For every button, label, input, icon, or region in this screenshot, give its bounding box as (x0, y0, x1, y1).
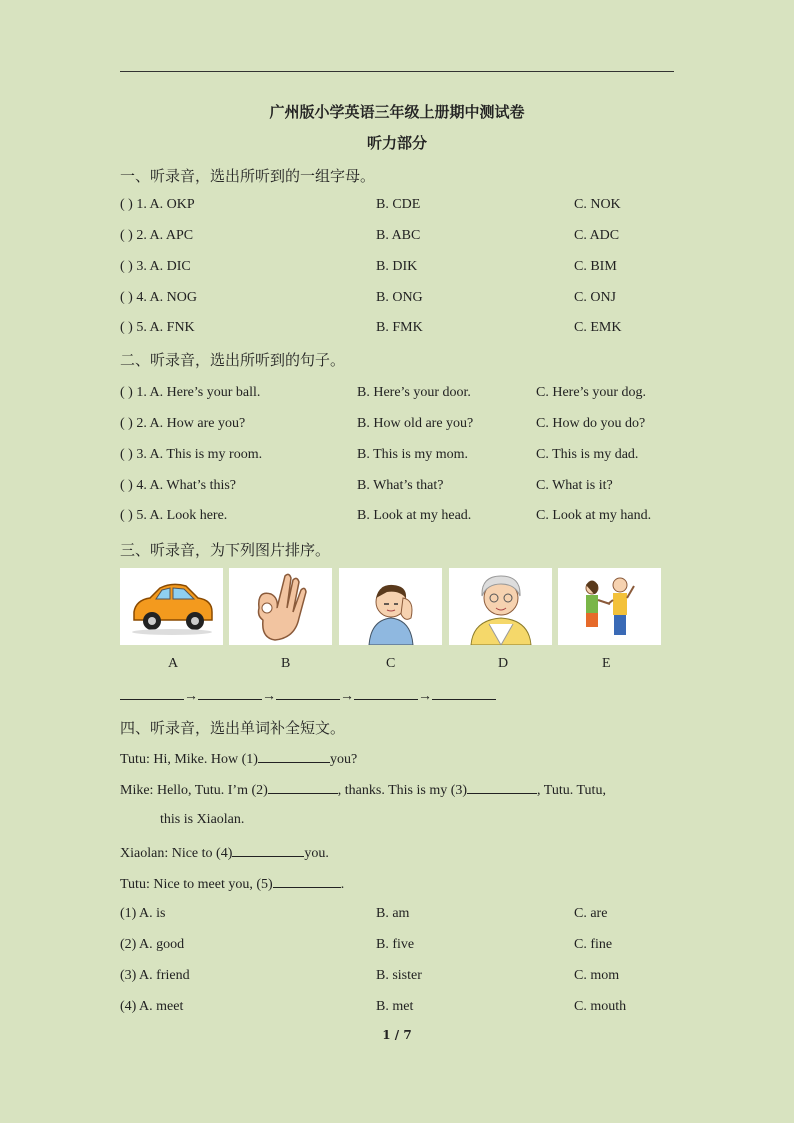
ok-hand-picture (229, 568, 332, 645)
s1-q1-a: ( ) 1. A. OKP (120, 197, 195, 212)
ordering-blanks (120, 687, 496, 705)
s2-q1-a: ( ) 1. A. Here’s your ball. (120, 385, 261, 400)
s1-q1-c: C. NOK (574, 197, 621, 212)
dialog-text: Hello, Tutu. I’m (2) (156, 783, 268, 798)
s2-q1-b: B. Here’s your door. (357, 385, 471, 400)
s4-opt3-a: (3) A. friend (120, 968, 190, 983)
people-greeting-picture (558, 568, 661, 645)
section2-heading: 二、听录音，选出所听到的句子。 (120, 351, 346, 369)
page-title: 广州版小学英语三年级上册期中测试卷 (269, 103, 525, 121)
arrow-icon: → (418, 689, 432, 704)
arrow-icon: → (262, 689, 276, 704)
page-number: 1 / 7 (382, 1028, 412, 1042)
dialog-line-2-cont: this is Xiaolan. (160, 812, 245, 827)
speaker: Tutu: (120, 752, 150, 767)
dialog-text: you. (304, 846, 329, 861)
picture-label-d: D (498, 656, 509, 671)
arrow-icon: → (184, 689, 198, 704)
dialog-line-3 (120, 844, 329, 862)
dialog-text: Nice to meet you, (5) (153, 877, 273, 892)
section4-heading: 四、听录音，选出单词补全短文。 (120, 719, 346, 737)
s2-q4-b: B. What’s that? (357, 478, 444, 493)
s2-q4-a: ( ) 4. A. What’s this? (120, 478, 237, 493)
s4-opt3-b: B. sister (376, 968, 422, 983)
dialog-line-2 (120, 781, 606, 799)
s2-q3-c: C. This is my dad. (536, 447, 639, 462)
picture-label-e: E (602, 656, 611, 671)
picture-label-c: C (386, 656, 396, 671)
s1-q3-b: B. DIK (376, 259, 418, 274)
s4-opt4-c: C. mouth (574, 999, 627, 1014)
s2-q1-c: C. Here’s your dog. (536, 385, 647, 400)
dialog-text: . (340, 877, 345, 892)
s4-opt1-b: B. am (376, 906, 410, 921)
answer-blank-5[interactable] (273, 875, 341, 888)
s1-q3-c: C. BIM (574, 259, 617, 274)
s2-q3-b: B. This is my mom. (357, 447, 468, 462)
s4-opt1-a: (1) A. is (120, 906, 166, 921)
dialog-line-1 (120, 750, 357, 768)
s2-q4-c: C. What is it? (536, 478, 613, 493)
s2-q5-c: C. Look at my hand. (536, 508, 652, 523)
s1-q1-b: B. CDE (376, 197, 421, 212)
s4-opt4-b: B. met (376, 999, 414, 1014)
order-blank-2[interactable] (198, 687, 262, 700)
s1-q4-b: B. ONG (376, 290, 423, 305)
s4-opt2-c: C. fine (574, 937, 613, 952)
speaker: Mike: (120, 783, 154, 798)
section1-heading: 一、听录音，选出所听到的一组字母。 (120, 167, 376, 185)
s2-q3-a: ( ) 3. A. This is my room. (120, 447, 263, 462)
s1-q2-a: ( ) 2. A. APC (120, 228, 194, 243)
s1-q2-c: C. ADC (574, 228, 620, 243)
s1-q3-a: ( ) 3. A. DIC (120, 259, 191, 274)
answer-blank-3[interactable] (467, 781, 537, 794)
top-rule (120, 71, 674, 72)
car-picture (120, 568, 223, 645)
dialog-line-4 (120, 875, 344, 893)
s4-opt2-b: B. five (376, 937, 415, 952)
s1-q5-c: C. EMK (574, 320, 622, 335)
page-subtitle: 听力部分 (366, 134, 427, 152)
picture-label-b: B (281, 656, 291, 671)
picture-label-a: A (168, 656, 179, 671)
s4-opt3-c: C. mom (574, 968, 620, 983)
speaker: Xiaolan: (120, 846, 169, 861)
s1-q5-b: B. FMK (376, 320, 423, 335)
order-blank-3[interactable] (276, 687, 340, 700)
grandmother-picture (449, 568, 552, 645)
section3-heading: 三、听录音，为下列图片排序。 (120, 541, 331, 559)
dialog-text: Hi, Mike. How (1) (153, 752, 258, 767)
s1-q5-a: ( ) 5. A. FNK (120, 320, 195, 335)
s1-q2-b: B. ABC (376, 228, 421, 243)
s1-q4-c: C. ONJ (574, 290, 617, 305)
dialog-text: , thanks. This is my (3) (337, 783, 468, 798)
s2-q5-b: B. Look at my head. (357, 508, 472, 523)
order-blank-5[interactable] (432, 687, 496, 700)
answer-blank-1[interactable] (258, 750, 330, 763)
dialog-text: you? (329, 752, 358, 767)
order-blank-4[interactable] (354, 687, 418, 700)
s2-q2-a: ( ) 2. A. How are you? (120, 416, 246, 431)
s2-q2-c: C. How do you do? (536, 416, 646, 431)
s2-q2-b: B. How old are you? (357, 416, 474, 431)
answer-blank-2[interactable] (268, 781, 338, 794)
s2-q5-a: ( ) 5. A. Look here. (120, 508, 228, 523)
dialog-text: Nice to (4) (171, 846, 233, 861)
s4-opt1-c: C. are (574, 906, 608, 921)
arrow-icon: → (340, 689, 354, 704)
s4-opt4-a: (4) A. meet (120, 999, 184, 1014)
answer-blank-4[interactable] (232, 844, 304, 857)
s1-q4-a: ( ) 4. A. NOG (120, 290, 197, 305)
dialog-text: , Tutu. Tutu, (537, 783, 606, 798)
speaker: Tutu: (120, 877, 150, 892)
s4-opt2-a: (2) A. good (120, 937, 185, 952)
order-blank-1[interactable] (120, 687, 184, 700)
boy-covering-ear-picture (339, 568, 442, 645)
